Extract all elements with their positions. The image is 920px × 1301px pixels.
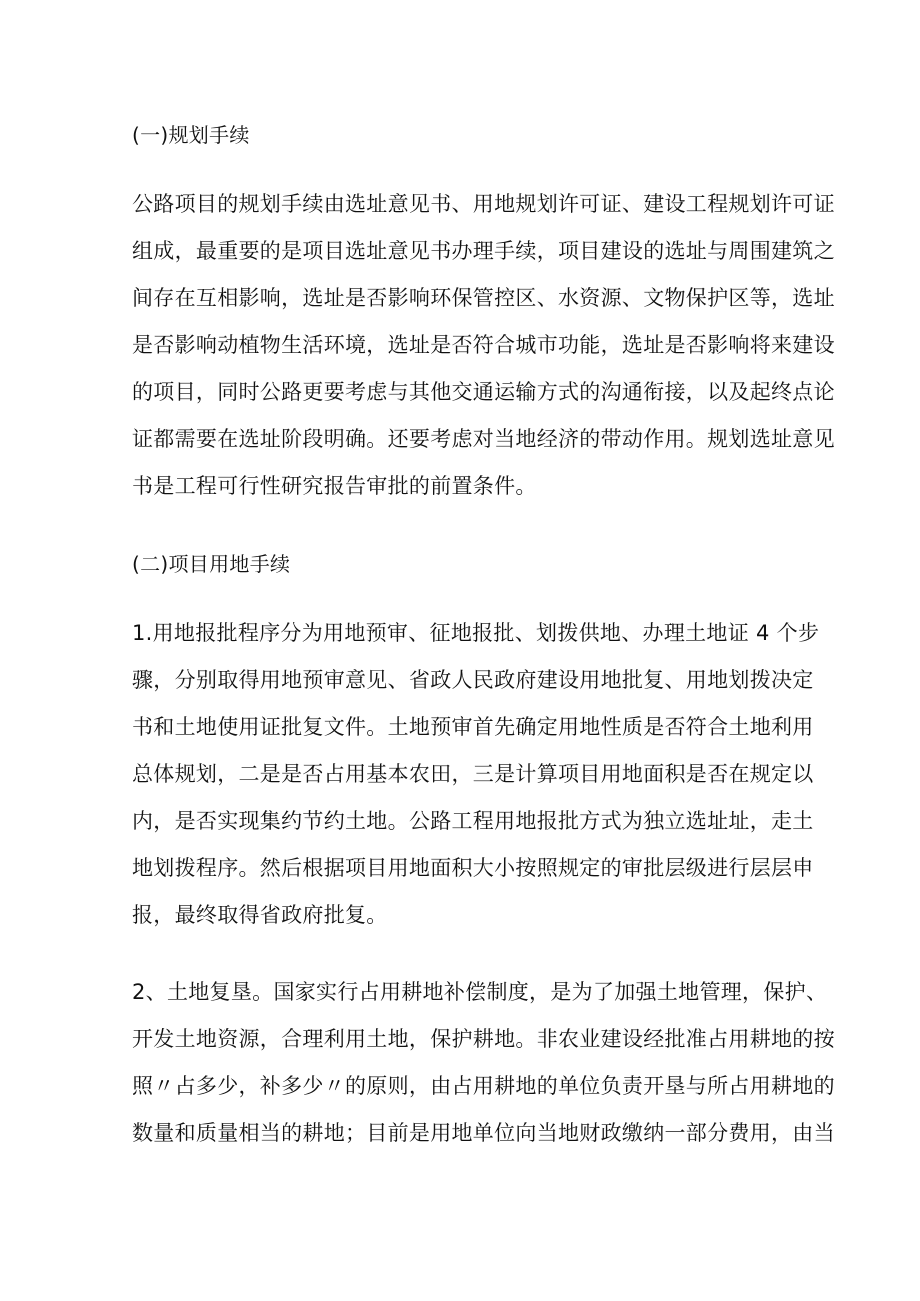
section1-paragraph-line: 间存在互相影响，选址是否影响环保管控区、水资源、文物保护区等，选址 xyxy=(132,286,835,310)
item2-line: 2、土地复垦。国家实行占用耕地补偿制度，是为了加强土地管理，保护、 xyxy=(132,980,828,1004)
item1-line: 内，是否实现集约节约土地。公路工程用地报批方式为独立选址址，走土 xyxy=(132,809,814,833)
item1-line: 1.用地报批程序分为用地预审、征地报批、划拨供地、办理土地证 4 个步 xyxy=(132,621,820,645)
item1-line: 报，最终取得省政府批复。 xyxy=(132,903,388,927)
section1-paragraph-line: 证都需要在选址阶段明确。还要考虑对当地经济的带动作用。规划选址意见 xyxy=(132,427,835,451)
section1-paragraph-line: 是否影响动植物生活环境，选址是否符合城市功能，选址是否影响将来建设 xyxy=(132,333,835,357)
section1-heading: (一)规划手续 xyxy=(132,123,250,147)
item2-line: 开发土地资源，合理利用土地，保护耕地。非农业建设经批准占用耕地的按 xyxy=(132,1027,835,1051)
section1-paragraph-line: 组成，最重要的是项目选址意见书办理手续，项目建设的选址与周围建筑之 xyxy=(132,239,835,263)
item1-line: 地划拨程序。然后根据项目用地面积大小按照规定的审批层级进行层层申 xyxy=(132,856,814,880)
item2-line: 照〃占多少，补多少〃的原则，由占用耕地的单位负责开垦与所占用耕地的 xyxy=(132,1074,835,1098)
item1-line: 总体规划，二是是否占用基本农田，三是计算项目用地面积是否在规定以 xyxy=(132,762,814,786)
item2-line: 数量和质量相当的耕地；目前是用地单位向当地财政缴纳一部分费用，由当 xyxy=(132,1121,835,1145)
section1-paragraph-line: 的项目，同时公路更要考虑与其他交通运输方式的沟通衔接，以及起终点论 xyxy=(132,380,835,404)
item1-line: 骤，分别取得用地预审意见、省政人民政府建设用地批复、用地划拨决定 xyxy=(132,668,814,692)
section1-paragraph-line: 书是工程可行性研究报告审批的前置条件。 xyxy=(132,474,537,498)
item1-line: 书和土地使用证批复文件。土地预审首先确定用地性质是否符合土地利用 xyxy=(132,715,814,739)
section2-heading: (二)项目用地手续 xyxy=(132,552,291,576)
section1-paragraph-line: 公路项目的规划手续由选址意见书、用地规划许可证、建设工程规划许可证 xyxy=(132,192,835,216)
